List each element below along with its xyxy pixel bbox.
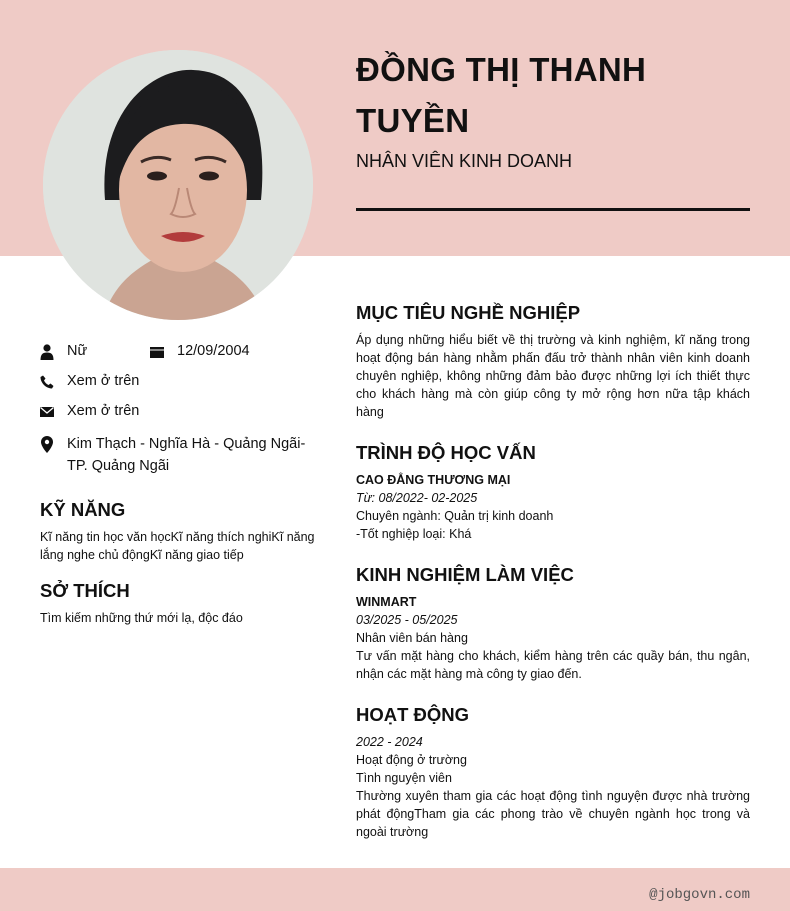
divider xyxy=(356,208,750,211)
calendar-icon xyxy=(150,344,164,360)
phone-value: Xem ở trên xyxy=(67,373,140,389)
objective-text: Áp dụng những hiểu biết về thị trường và kinh nghiệm, kĩ năng trong hoạt động bán hàng nhằm phấn đấu trở thành nhân viên kinh doanh chuyên nghiệp, không những đảm bảo được những lợi ích thiết thực cho khách hàng mà còn giúp công ty mở rộng hơn nữa tập khách hàng xyxy=(356,333,750,419)
education-major: Chuyên ngành: Quản trị kinh doanh xyxy=(356,509,554,523)
skills-heading: KỸ NĂNG xyxy=(40,499,126,520)
address-value: Kim Thạch - Nghĩa Hà - Quảng Ngãi- TP. Quảng Ngãi xyxy=(67,436,306,474)
hobbies-heading: SỞ THÍCH xyxy=(40,580,130,601)
activities-description: Thường xuyên tham gia các hoạt động tình nguyện được nhà trường phát độngTham gia các phong trào về chuyên ngành học trong và ngoài trường xyxy=(356,789,750,839)
birthday-value: 12/09/2004 xyxy=(177,343,250,359)
hobbies-text: Tìm kiếm những thứ mới lạ, độc đáo xyxy=(40,611,243,625)
experience-heading: KINH NGHIỆM LÀM VIỆC xyxy=(356,564,574,585)
education-grade: -Tốt nghiệp loại: Khá xyxy=(356,527,472,541)
education-period: Từ: 08/2022- 02-2025 xyxy=(356,491,478,505)
activities-line-1: Hoạt động ở trường xyxy=(356,753,467,767)
education-heading: TRÌNH ĐỘ HỌC VẤN xyxy=(356,442,536,463)
job-title: NHÂN VIÊN KINH DOANH xyxy=(356,151,573,171)
person-icon xyxy=(40,344,54,360)
contact-phone xyxy=(40,373,139,390)
contact-birthday xyxy=(150,343,250,360)
candidate-name: ĐỒNG THỊ THANH TUYỀN xyxy=(356,51,647,139)
objective-heading: MỤC TIÊU NGHỀ NGHIỆP xyxy=(356,302,581,323)
email-value: Xem ở trên xyxy=(67,403,140,419)
company-name: WINMART xyxy=(356,595,417,609)
activities-heading: HOẠT ĐỘNG xyxy=(356,704,470,725)
contact-address xyxy=(40,433,320,477)
phone-icon xyxy=(40,374,54,390)
gender-value: Nữ xyxy=(67,343,88,359)
school-name: CAO ĐẲNG THƯƠNG MẠI xyxy=(356,473,511,487)
experience-entry xyxy=(356,593,750,683)
mail-icon xyxy=(40,404,54,420)
education-entry xyxy=(356,471,750,543)
contact-gender xyxy=(40,343,87,360)
contact-email xyxy=(40,403,139,420)
experience-description: Tư vấn mặt hàng cho khách, kiểm hàng trên các quầy bán, thu ngân, nhận các mặt hàng mà công ty giao đến. xyxy=(356,649,750,681)
profile-photo xyxy=(43,50,313,320)
footer-brand[interactable]: @jobgovn.com xyxy=(649,887,750,903)
activities-line-2: Tình nguyện viên xyxy=(356,771,452,785)
skills-text: Kĩ năng tin học văn họcKĩ năng thích nghiKĩ năng lắng nghe chủ độngKĩ năng giao tiếp xyxy=(40,530,315,562)
experience-position: Nhân viên bán hàng xyxy=(356,631,468,645)
activities-entry xyxy=(356,733,750,841)
activities-period: 2022 - 2024 xyxy=(356,735,423,749)
experience-period: 03/2025 - 05/2025 xyxy=(356,613,458,627)
location-pin-icon xyxy=(40,436,54,452)
